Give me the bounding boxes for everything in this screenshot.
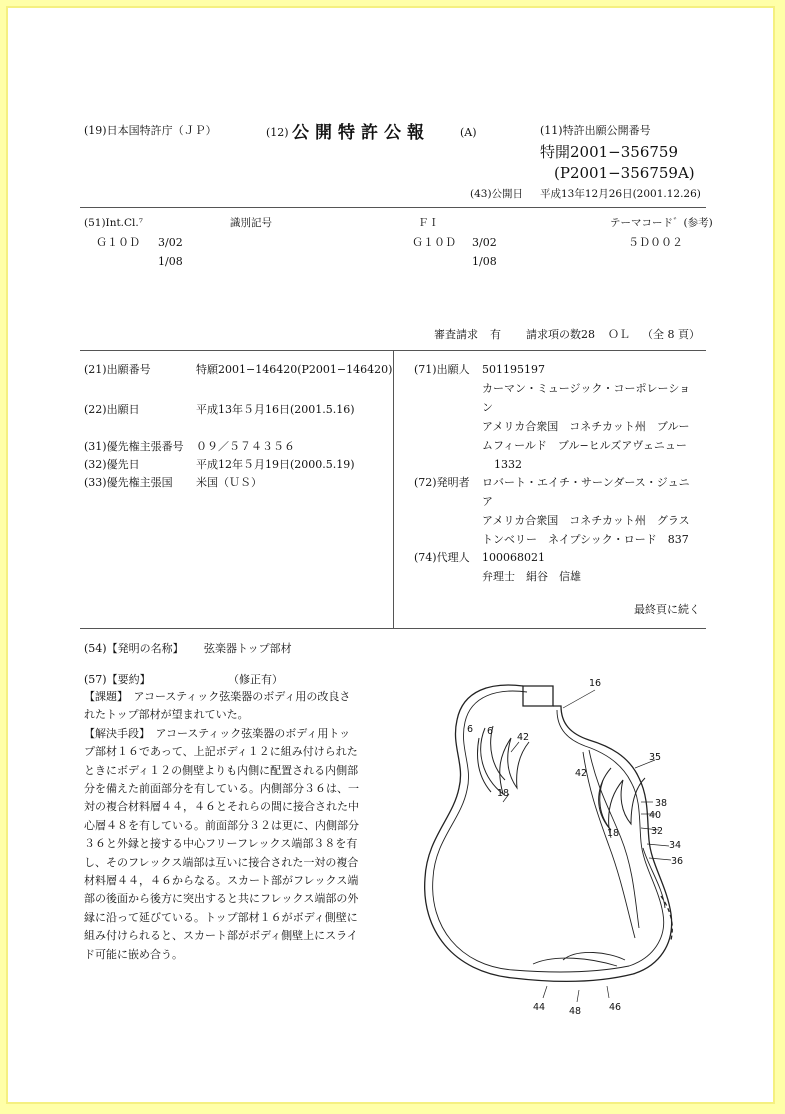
app-no: 特願2001−146420(P2001−146420) <box>196 363 393 376</box>
title-label: (54)【発明の名称】 <box>84 642 184 655</box>
amended-note: （修正有） <box>228 673 283 686</box>
figure-label: 48 <box>569 1006 582 1017</box>
abstract-line: 【課題】 アコースティック弦楽器のボディ用の改良さ <box>84 690 351 703</box>
id-code-label: 識別記号 <box>230 217 272 229</box>
abstract-line: し、そのフレックス端部は互いに接合された一対の複合 <box>84 855 359 869</box>
abstract-line: 部の後面から後方に突出すると共にフレックス端部の外 <box>84 892 359 906</box>
priority-no: ０９／５７４３５６ <box>196 440 295 453</box>
figure-label: 46 <box>609 1002 622 1013</box>
abstract-line: ときにボディ１２の側壁よりも内側に配置される内側部 <box>84 763 359 777</box>
figure-label: 6 <box>467 724 474 735</box>
patent-page <box>6 6 775 1104</box>
abstract-line: プ部材１６であって、上記ボディ１２に組み付けられた <box>84 745 358 759</box>
figure-label: 40 <box>649 810 662 821</box>
publication-type: ＯＬ <box>608 328 630 341</box>
figure-label: 38 <box>655 798 668 809</box>
abstract-line: れたトップ部材が望まれていた。 <box>84 708 249 722</box>
abstract-label: (57)【要約】 <box>84 673 151 686</box>
applicant-label: (71)出願人 <box>414 363 470 376</box>
figure-label: 16 <box>589 678 602 689</box>
figure-label: 42 <box>575 768 588 779</box>
app-no-label: (21)出願番号 <box>84 363 151 376</box>
grain-line <box>589 750 639 928</box>
priority-date: 平成12年５月19日(2000.5.19) <box>196 458 355 471</box>
pub-number-label: (11)特許出願公開番号 <box>540 124 651 137</box>
figure-label: 36 <box>671 856 684 867</box>
agent-name: 弁理士 絹谷 信雄 <box>482 570 581 583</box>
abstract-line: 分を備えた前面部分を有している。内側部分３６は、一 <box>84 782 359 796</box>
pub-type-code: (12) <box>266 126 289 139</box>
divider <box>80 207 706 208</box>
figure-label: 42 <box>517 732 530 743</box>
agent-label: (74)代理人 <box>414 551 470 564</box>
inventor-label: (72)発明者 <box>414 476 470 489</box>
intcl-sub1: 3/02 <box>158 236 183 249</box>
priority-country: 米国（ＵＳ） <box>196 476 262 489</box>
flame-left <box>478 738 492 792</box>
grain-line <box>533 958 617 966</box>
pub-date: 平成13年12月26日(2001.12.26) <box>540 188 701 200</box>
filing-date-label: (22)出願日 <box>84 403 140 416</box>
applicant-line: 1332 <box>494 458 522 471</box>
office-label: (19)日本国特許庁（ＪＰ） <box>84 124 217 137</box>
applicant-id: 501195197 <box>482 363 545 376</box>
theme-code-label: テーマコード゛(参考) <box>610 217 713 229</box>
abstract-line: 縁に沿って延びている。トップ部材１６がボディ側壁に <box>84 910 358 924</box>
continued-note: 最終頁に続く <box>634 603 700 616</box>
fi-main: Ｇ１０Ｄ <box>412 236 456 249</box>
figure-label: 18 <box>497 788 510 799</box>
filing-date: 平成13年５月16日(2001.5.16) <box>196 403 355 416</box>
figure-label: 35 <box>649 752 662 763</box>
guitar-body-outline <box>523 686 553 706</box>
applicant-line: カーマン・ミュージック・コーポレーショ <box>482 382 691 395</box>
figure-label: 34 <box>669 840 682 851</box>
figure-label: 6 <box>487 726 494 737</box>
claims-count: 請求項の数28 <box>526 328 595 341</box>
intcl-label: (51)Int.Cl.⁷ <box>84 217 143 229</box>
abstract-line: ド可能に嵌め合う。 <box>84 947 183 961</box>
figure-label: 32 <box>651 826 664 837</box>
figure-label: 44 <box>533 1002 546 1013</box>
applicant-line: ムフィールド ブル−ヒルズアヴェニュー <box>482 439 687 452</box>
abstract-line: 材料層４４，４６からなる。スカート部がフレックス端 <box>84 874 359 888</box>
flame-right <box>600 780 611 830</box>
pub-number-alt: (P2001−356759A) <box>554 164 695 182</box>
grain-line <box>583 752 635 938</box>
column-divider <box>393 350 394 628</box>
pub-number: 特開2001−356759 <box>540 143 679 161</box>
abstract-body <box>84 688 359 964</box>
exam-request-value: 有 <box>490 328 501 341</box>
abstract-line: 【解決手段】 アコースティック弦楽器のボディ用トッ <box>84 726 351 740</box>
intcl-sub2: 1/08 <box>158 255 183 268</box>
priority-no-label: (31)優先権主張番号 <box>84 440 184 453</box>
priority-country-label: (33)優先権主張国 <box>84 476 173 489</box>
pub-type-title: 公開特許公報 <box>292 123 430 143</box>
inventor-line: トンベリー ネイプシック・ロード 837 <box>482 533 689 546</box>
figure-label: 18 <box>607 828 620 839</box>
fi-label: ＦＩ <box>418 217 439 229</box>
fi-sub2: 1/08 <box>472 255 497 268</box>
inventor-line: アメリカ合衆国 コネチカット州 グラス <box>482 514 690 527</box>
abstract-line: 心層４８を有している。前面部分３２は更に、内側部分 <box>84 818 359 832</box>
page-count: （全 8 頁） <box>642 328 700 341</box>
pub-kind: (A) <box>460 126 477 139</box>
applicant-line: ン <box>482 401 493 414</box>
priority-date-label: (32)優先日 <box>84 458 140 471</box>
applicant-line: アメリカ合衆国 コネチカット州 ブルー <box>482 420 690 433</box>
guitar-figure <box>413 668 723 1038</box>
divider <box>80 628 706 629</box>
abstract-line: 組み付けられると、スカート部がボディ側壁上にスライ <box>84 929 358 943</box>
inventor-line: ロバート・エイチ・サーンダース・ジュニ <box>482 476 690 489</box>
exam-request-label: 審査請求 <box>434 328 478 341</box>
theme-code: ５Ｄ００２ <box>628 236 683 249</box>
abstract-line: 対の複合材料層４４，４６とそれらの間に接合された中 <box>84 800 359 814</box>
grain-line <box>563 952 625 960</box>
inventor-line: ア <box>482 495 493 508</box>
fi-sub1: 3/02 <box>472 236 497 249</box>
intcl-main: Ｇ１０Ｄ <box>96 236 140 249</box>
agent-id: 100068021 <box>482 551 545 564</box>
pub-date-label: (43)公開日 <box>470 188 524 200</box>
abstract-line: ３６と外縁と接する中心フリーフレックス端部３８を有 <box>84 837 358 851</box>
grain-line <box>643 848 665 908</box>
invention-title: 弦楽器トップ部材 <box>204 642 292 655</box>
